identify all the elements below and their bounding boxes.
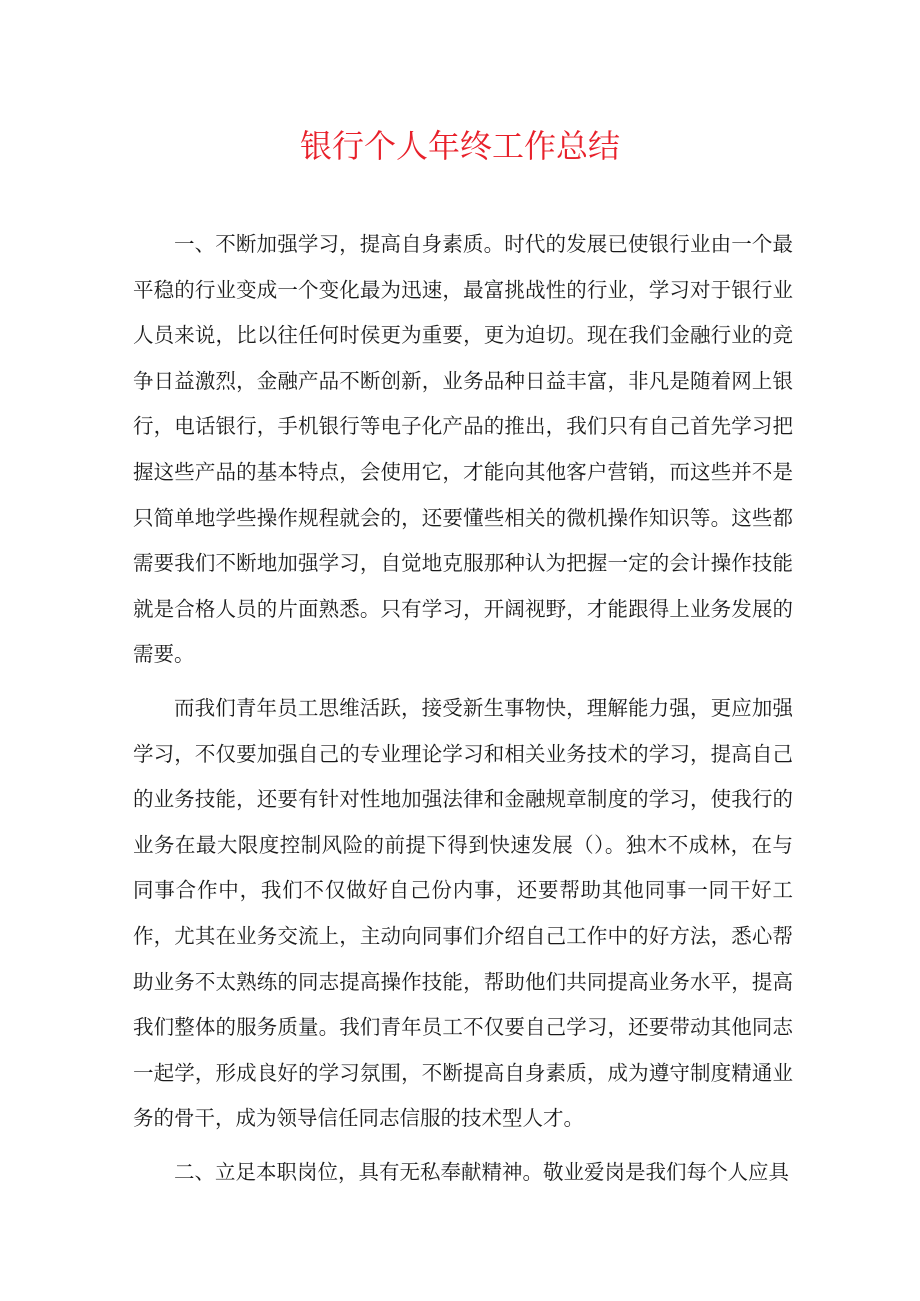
paragraph-1: 一、不断加强学习，提高自身素质。时代的发展已使银行业由一个最平稳的行业变成一个变化最为迅速，最富挑战性的行业，学习对于银行业人员来说，比以往任何时侯更为重要，更为迫切。现在我们金融行业的竞争日益激烈，金融产品不断创新，业务品种日益丰富，非凡是随着网上银行，电话银行，手机银行等电子化产品的推出，我们只有自己首先学习把握这些产品的基本特点，会使用它，才能向其他客户营销，而这些并不是只简单地学些操作规程就会的，还要懂些相关的微机操作知识等。这些都需要我们不断地加强学习，自觉地克服那种认为把握一定的会计操作技能就是合格人员的片面熟悉。只有学习，开阔视野，才能跟得上业务发展的需要。: [133, 232, 793, 667]
document-title: 银行个人年终工作总结: [299, 127, 620, 165]
paragraph-2: 而我们青年员工思维活跃，接受新生事物快，理解能力强，更应加强学习，不仅要加强自己的专业理论学习和相关业务技术的学习，提高自己的业务技能，还要有针对性地加强法律和金融规章制度的学习，使我行的业务在最大限度控制风险的前提下得到快速发展（）。独木不成林，在与同事合作中，我们不仅做好自己份内事，还要帮助其他同事一同干好工作，尤其在业务交流上，主动向同事们介绍自己工作中的好方法，悉心帮助业务不太熟练的同志提高操作技能，帮助他们共同提高业务水平，提高我们整体的服务质量。我们青年员工不仅要自己学习，还要带动其他同志一起学，形成良好的学习氛围，不断提高自身素质，成为遵守制度精通业务的骨干，成为领导信任同志信服的技术型人才。: [133, 695, 793, 1131]
paragraph-3: 二、立足本职岗位，具有无私奉献精神。敬业爱岗是我们每个人应具: [174, 1159, 789, 1184]
document-body: [133, 222, 793, 1203]
